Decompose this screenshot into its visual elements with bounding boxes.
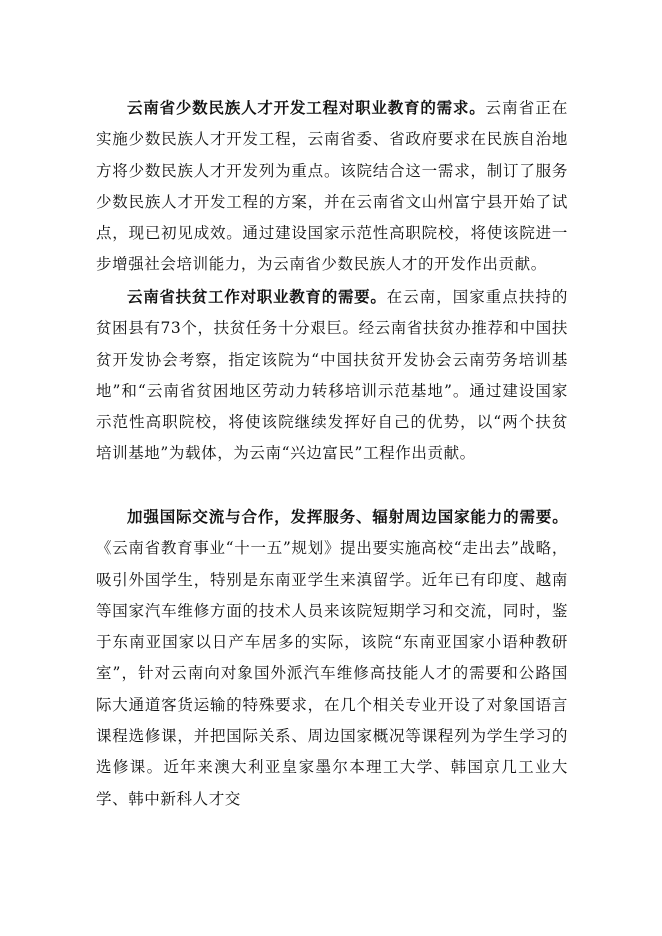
paragraph-body: 在云南，国家重点扶持的贫困县有73个，扶贫任务十分艰巨。经云南省扶贫办推荐和中国扶贫开发协会考察，指定该院为“中国扶贫开发协会云南劳务培训基地”和“云南省贫困地区劳动力转移培训示范基地”。通过建设国家示范性高职院校，将使该院继续发挥好自己的优势，以“两个扶贫培训基地”为载体，为云南“兴边富民”工程作出贡献。 [96, 288, 568, 463]
paragraph-poverty-alleviation [96, 282, 568, 470]
paragraph-heading: 云南省少数民族人才开发工程对职业教育的需求。 [127, 99, 486, 117]
paragraph-body: 云南省正在实施少数民族人才开发工程，云南省委、省政府要求在民族自治地方将少数民族人才开发列为重点。该院结合这一需求，制订了服务少数民族人才开发工程的方案，并在云南省文山州富宁县开始了试点，现已初见成效。通过建设国家示范性高职院校，将使该院进一步增强社会培训能力，为云南省少数民族人才的开发作出贡献。 [96, 99, 568, 274]
paragraph-minority-talent [96, 93, 568, 281]
paragraph-international-exchange [96, 502, 568, 815]
paragraph-body: 《云南省教育事业“十一五”规划》提出要实施高校“走出去”战略，吸引外国学生，特别是东南亚学生来滇留学。近年已有印度、越南等国家汽车维修方面的技术人员来该院短期学习和交流，同时，鉴于东南亚国家以日产车居多的实际，该院“东南亚国家小语种教研室”，针对云南向对象国外派汽车维修高技能人才的需要和公路国际大通道客货运输的特殊要求，在几个相关专业开设了对象国语言课程选修课，并把国际关系、周边国家概况等课程列为学生学习的选修课。近年来澳大利亚皇家墨尔本理工大学、韩国京几工业大学、韩中新科人才交 [96, 539, 568, 808]
paragraph-heading: 加强国际交流与合作，发挥服务、辐射周边国家能力的需要。 [127, 508, 568, 526]
paragraph-heading: 云南省扶贫工作对职业教育的需要。 [127, 288, 387, 306]
